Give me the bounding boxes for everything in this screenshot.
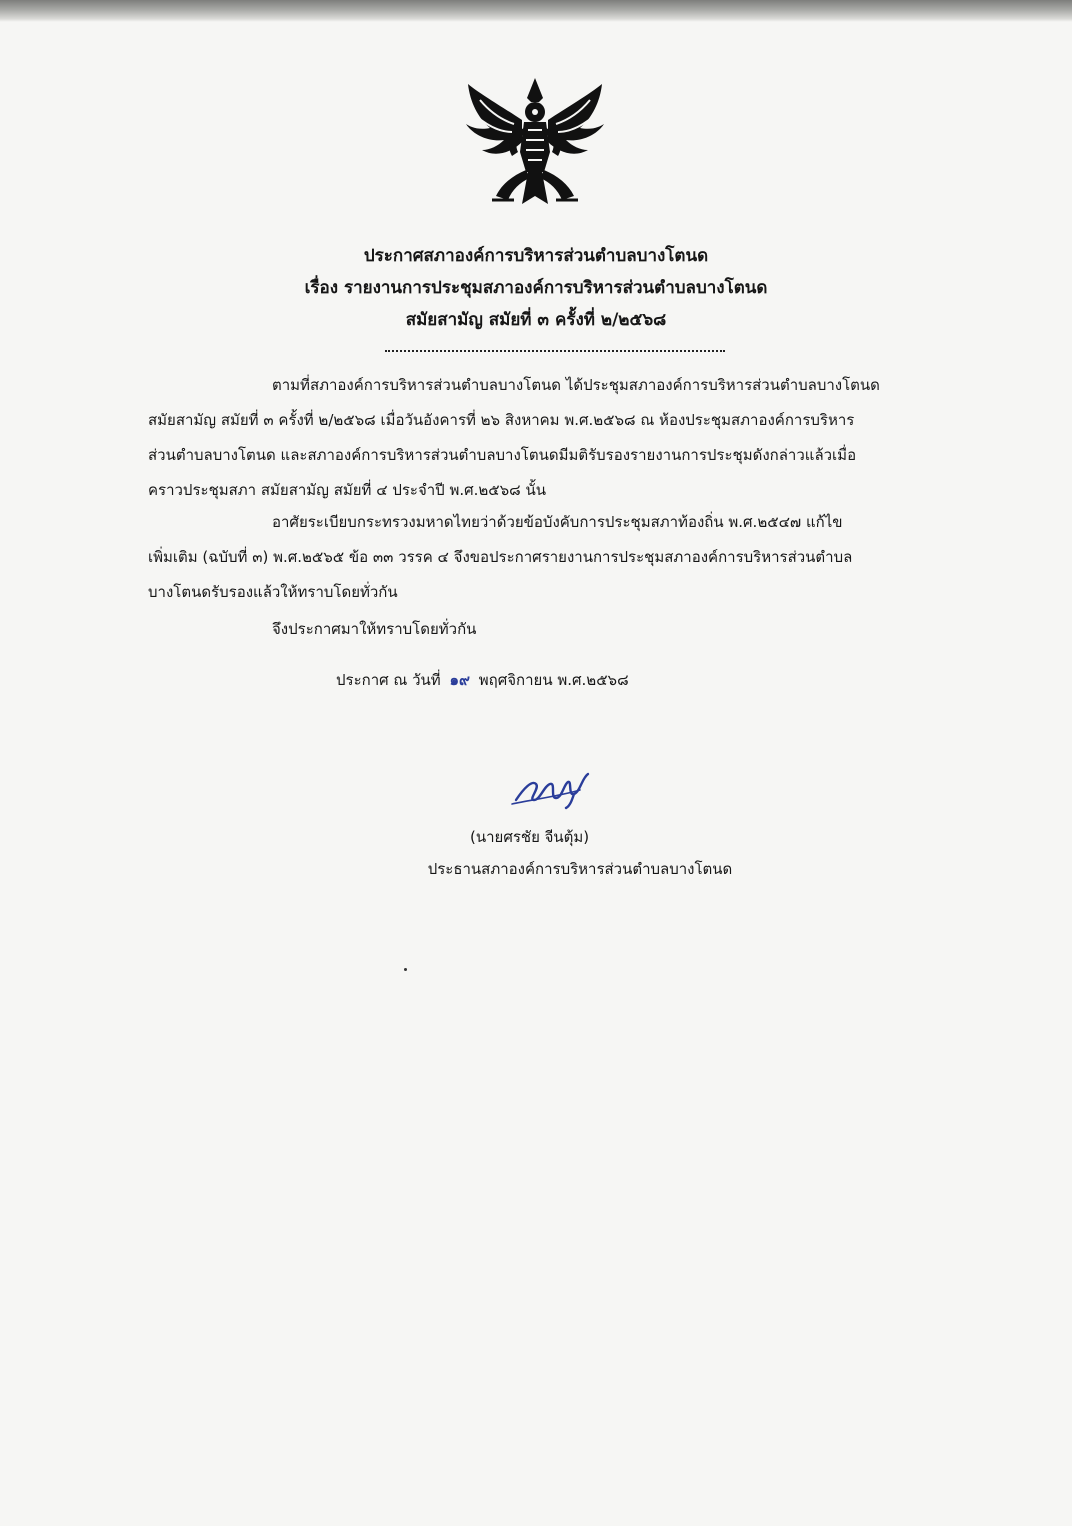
announcement-subject: เรื่อง รายงานการประชุมสภาองค์การบริหารส่วนตำบลบางโตนด <box>304 278 768 298</box>
date-day-handwritten: ๑๙ <box>449 671 470 689</box>
scan-speck <box>404 968 407 971</box>
signature-icon <box>510 770 600 810</box>
paragraph-1-line: ส่วนตำบลบางโตนด และสภาองค์การบริหารส่วนตำบลบางโตนดมีมติรับรองรายงานการประชุมดังกล่าวแล้วเมื่อ <box>148 446 857 464</box>
paragraph-2-line: บางโตนดรับรองแล้วให้ทราบโดยทั่วกัน <box>148 583 398 601</box>
paragraph-2-line: เพิ่มเติม (ฉบับที่ ๓) พ.ศ.๒๕๖๕ ข้อ ๓๓ วรรค ๔ จึงขอประกาศรายงานการประชุมสภาองค์การบริหารส่วนตำบล <box>148 548 853 566</box>
paragraph-2 <box>148 505 984 610</box>
paragraph-1-line: ตามที่สภาองค์การบริหารส่วนตำบลบางโตนด ได้ประชุมสภาองค์การบริหารส่วนตำบลบางโตนด <box>272 376 880 394</box>
closing-sentence: จึงประกาศมาให้ทราบโดยทั่วกัน <box>272 620 477 638</box>
paragraph-2-line: อาศัยระเบียบกระทรวงมหาดไทยว่าด้วยข้อบังคับการประชุมสภาท้องถิ่น พ.ศ.๒๕๔๗ แก้ไข <box>272 513 843 531</box>
signer-position: ประธานสภาองค์การบริหารส่วนตำบลบางโตนด <box>427 860 733 878</box>
scan-top-edge <box>0 0 1072 22</box>
signer-name: (นายศรชัย จีนตุ้ม) <box>470 828 590 846</box>
session-info: สมัยสามัญ สมัยที่ ๓ ครั้งที่ ๒/๒๕๖๘ <box>405 310 667 330</box>
announcement-title: ประกาศสภาองค์การบริหารส่วนตำบลบางโตนด <box>363 246 709 266</box>
garuda-emblem-icon <box>460 72 610 212</box>
date-suffix: พฤศจิกายน พ.ศ.๒๕๖๘ <box>478 671 629 689</box>
paragraph-1 <box>148 368 984 508</box>
announcement-date <box>336 664 629 696</box>
paragraph-1-line: คราวประชุมสภา สมัยสามัญ สมัยที่ ๔ ประจำปี พ.ศ.๒๕๖๘ นั้น <box>148 481 547 499</box>
paragraph-1-line: สมัยสามัญ สมัยที่ ๓ ครั้งที่ ๒/๒๕๖๘ เมื่อวันอังคารที่ ๒๖ สิงหาคม พ.ศ.๒๕๖๘ ณ ห้องประชุมสภาองค์การบริหาร <box>148 411 855 429</box>
date-prefix: ประกาศ ณ วันที่ <box>336 671 441 689</box>
dotted-divider <box>385 336 725 352</box>
